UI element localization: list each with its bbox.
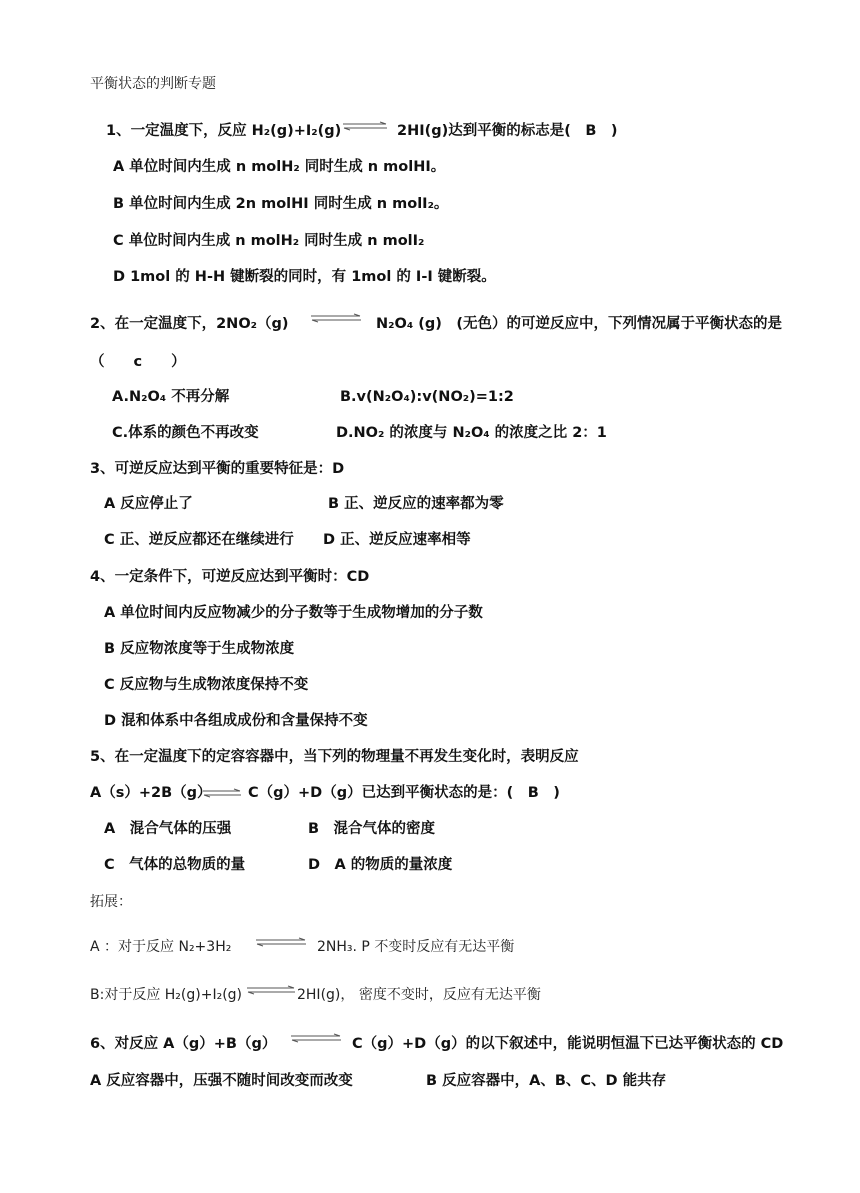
q5-option-d: D A 的物质的量浓度 [308,857,453,873]
q1-option-a: A 单位时间内生成 n molH₂ 同时生成 n molHI。 [113,159,446,175]
q6-option-b: B 反应容器中，A、B、C、D 能共存 [426,1073,667,1089]
extension-b-left: B:对于反应 H₂(g)+I₂(g) [90,987,243,1003]
q5-stem: 5、在一定温度下的定容容器中，当下列的物理量不再发生变化时，表明反应 [90,749,579,765]
page-title: 平衡状态的判断专题 [90,76,216,92]
q2-option-d: D.NO₂ 的浓度与 N₂O₄ 的浓度之比 2：1 [336,425,607,441]
q5-option-c: C 气体的总物质的量 [104,857,246,873]
extension-b-right: 2HI(g)， 密度不变时，反应有无达平衡 [297,987,541,1003]
q3-option-c: C 正、逆反应都还在继续进行 [104,532,294,548]
extension-a-right: 2NH₃. P 不变时反应有无达平衡 [317,939,515,955]
q6-option-a: A 反应容器中，压强不随时间改变而改变 [90,1073,353,1089]
extension-heading: 拓展： [90,894,132,910]
q3-option-d: D 正、逆反应速率相等 [323,532,471,548]
equilibrium-arrow-icon [310,313,362,323]
equilibrium-arrow-icon [290,1033,342,1043]
q5-reaction-left: A（s）+2B（g） [90,785,212,801]
q6-stem-right: C（g）+D（g）的以下叙述中，能说明恒温下已达平衡状态的 CD [352,1036,784,1052]
equilibrium-arrow-icon [246,985,296,995]
q2-option-c: C.体系的颜色不再改变 [112,425,259,441]
extension-a-left: A ：对于反应 N₂+3H₂ [90,939,232,955]
equilibrium-arrow-icon [202,788,242,798]
q2-answer: （ c ） [90,354,186,370]
equilibrium-arrow-icon [342,121,388,131]
q1-stem-right: 2HI(g)达到平衡的标志是( B ) [397,123,618,139]
q1-option-d: D 1mol 的 H-H 键断裂的同时，有 1mol 的 I-I 键断裂。 [113,269,496,285]
q1-option-c: C 单位时间内生成 n molH₂ 同时生成 n molI₂ [113,233,425,249]
q1-option-b: B 单位时间内生成 2n molHI 同时生成 n molI₂。 [113,196,449,212]
q4-option-d: D 混和体系中各组成成份和含量保持不变 [104,713,368,729]
q1-stem-left: 1、一定温度下，反应 H₂(g)+I₂(g) [106,123,342,139]
q2-option-a: A.N₂O₄ 不再分解 [112,389,230,405]
q4-option-a: A 单位时间内反应物减少的分子数等于生成物增加的分子数 [104,605,483,621]
q2-stem-right: N₂O₄ (g) (无色）的可逆反应中，下列情况属于平衡状态的是 [376,316,782,332]
q3-stem: 3、可逆反应达到平衡的重要特征是：D [90,461,345,477]
q4-option-c: C 反应物与生成物浓度保持不变 [104,677,309,693]
q6-stem-left: 6、对反应 A（g）+B（g） [90,1036,277,1052]
q2-option-b: B.v(N₂O₄):v(NO₂)=1:2 [340,389,514,405]
q4-option-b: B 反应物浓度等于生成物浓度 [104,641,295,657]
q2-stem-left: 2、在一定温度下，2NO₂（g) [90,316,289,332]
q5-option-a: A 混合气体的压强 [104,821,232,837]
q5-option-b: B 混合气体的密度 [308,821,436,837]
q4-stem: 4、一定条件下，可逆反应达到平衡时：CD [90,569,370,585]
q3-option-b: B 正、逆反应的速率都为零 [328,496,504,512]
q3-option-a: A 反应停止了 [104,496,193,512]
q5-reaction-right: C（g）+D（g）已达到平衡状态的是：( B ) [248,785,560,801]
equilibrium-arrow-icon [255,937,307,947]
